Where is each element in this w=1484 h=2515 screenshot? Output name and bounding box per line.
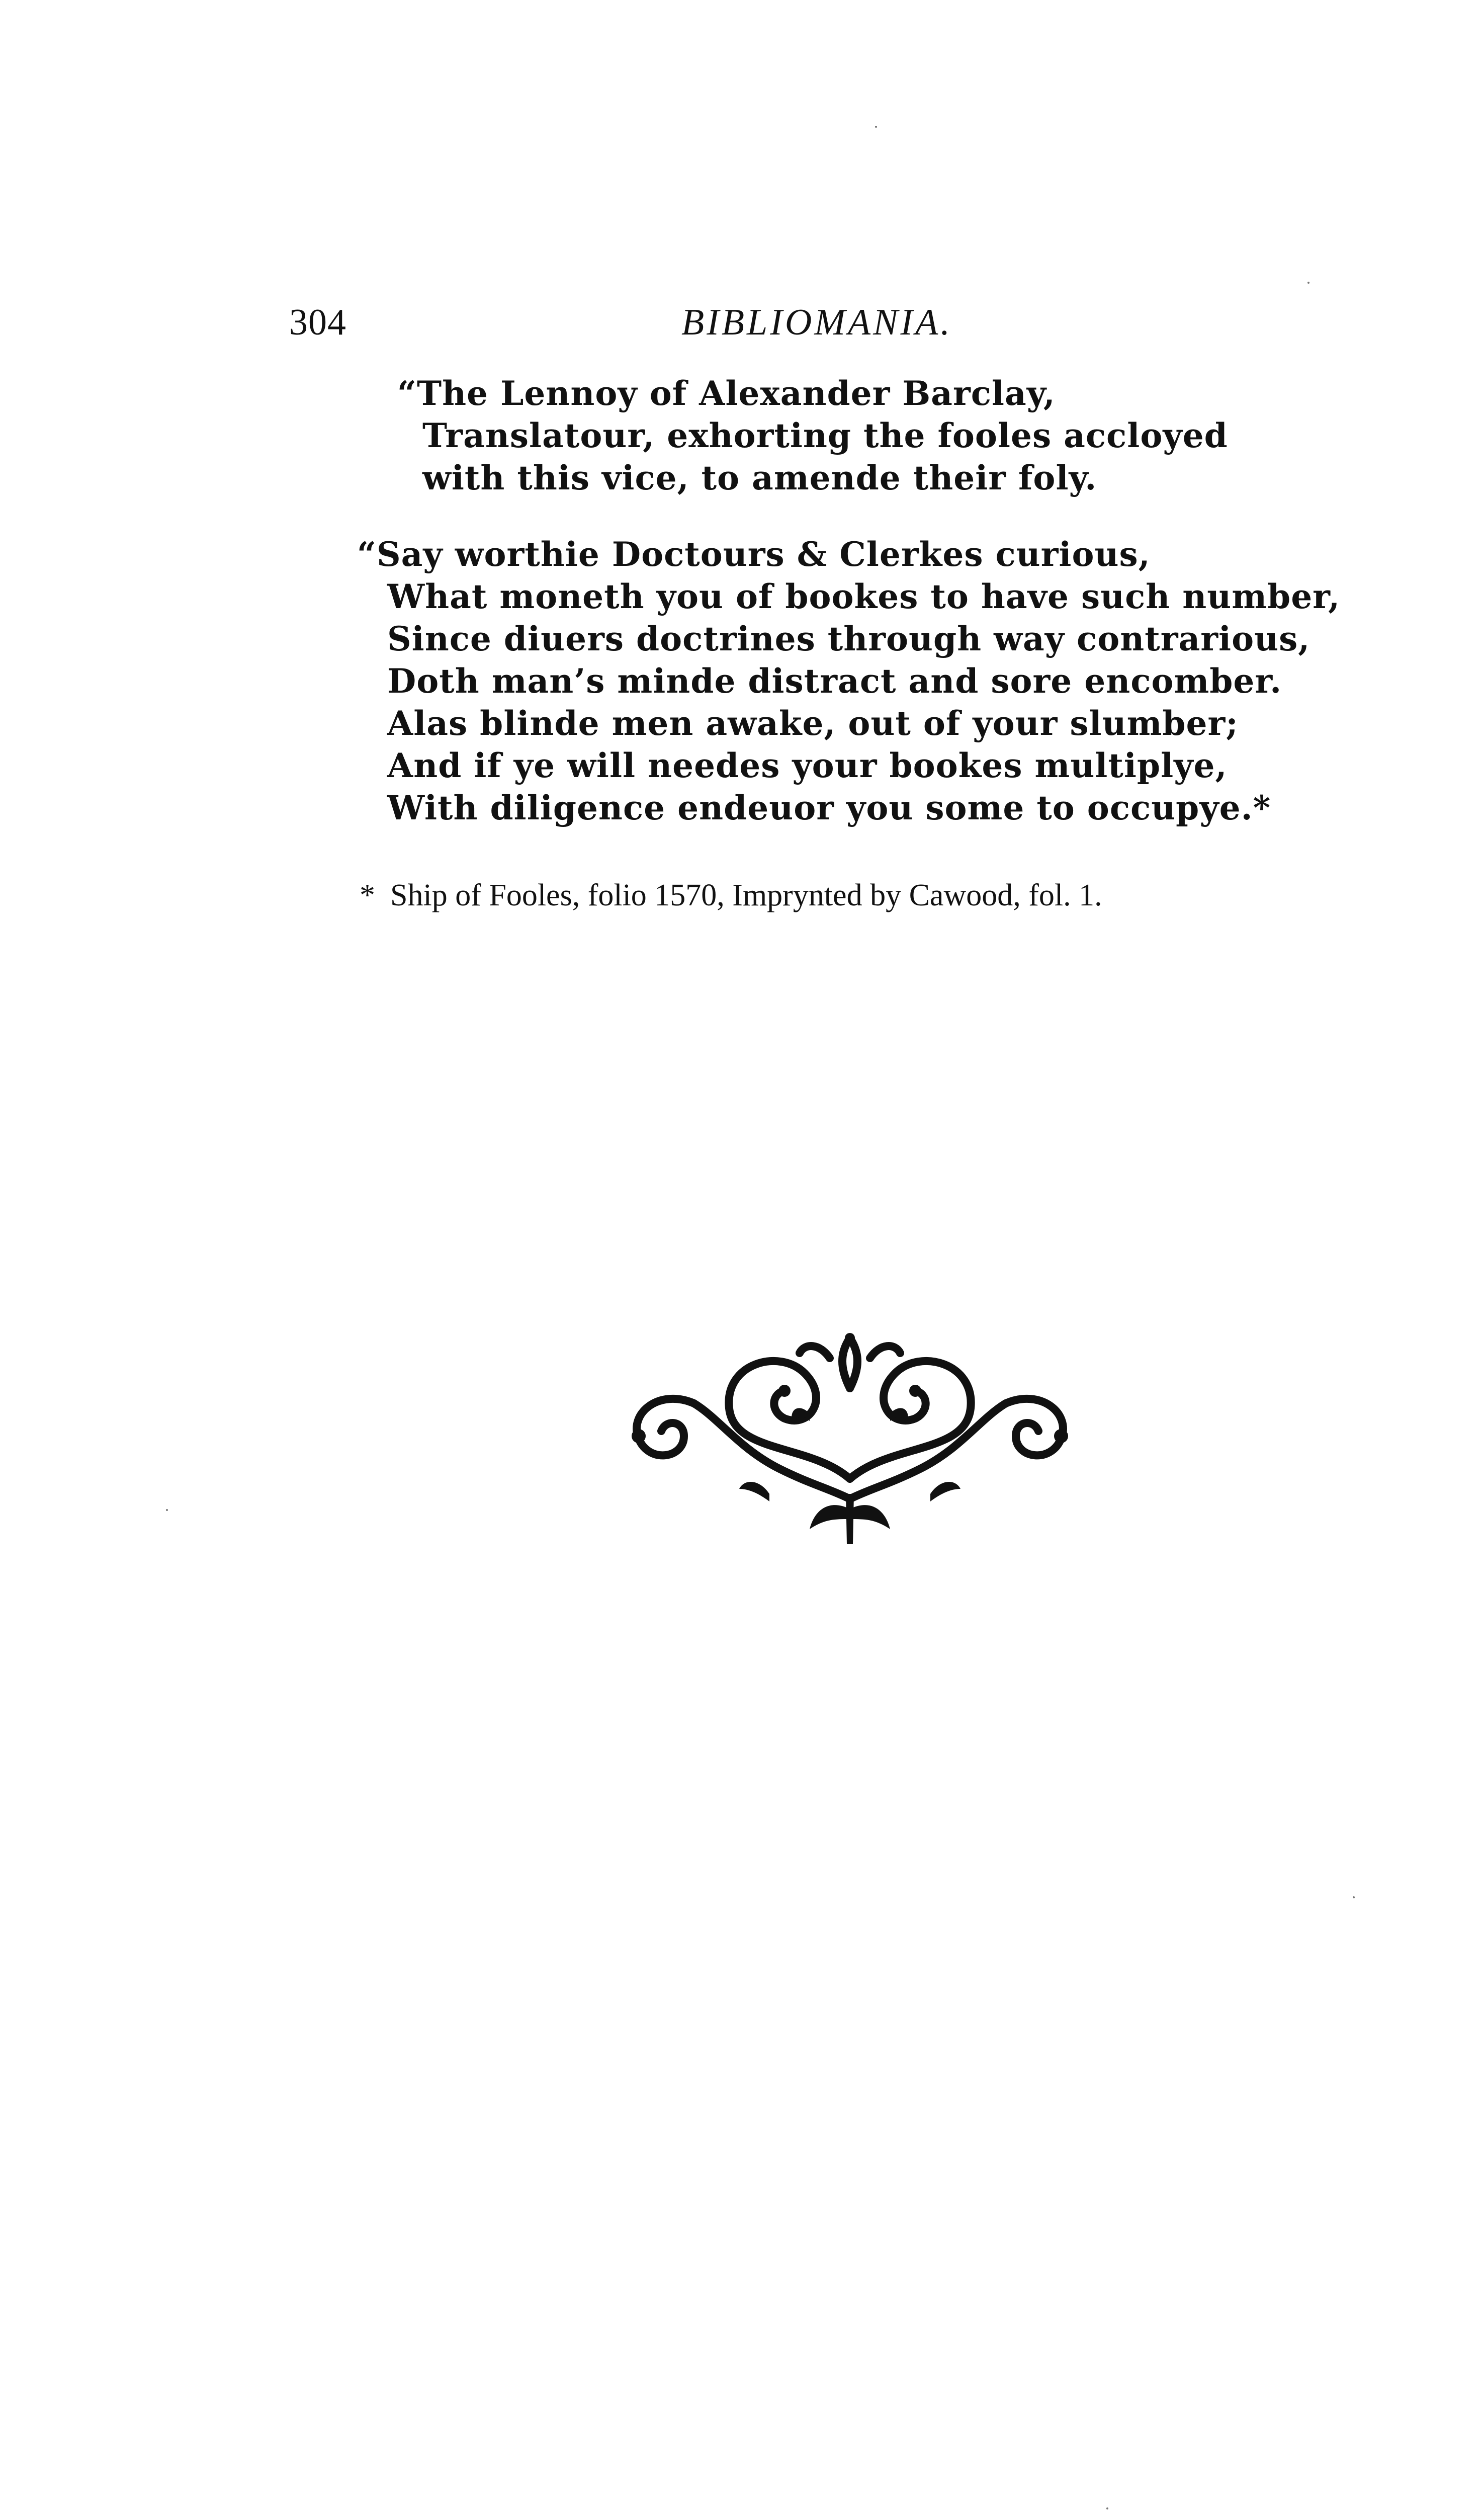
poem-heading	[397, 372, 1228, 499]
poem-line: “Say worthie Doctours & Clerkes curious,	[357, 535, 1151, 574]
page-number: 304	[289, 302, 346, 343]
paper-speck	[1307, 282, 1310, 284]
footnote-text: Ship of Fooles, folio 1570, Imprynted by Cawood, fol. 1.	[390, 878, 1102, 912]
poem-line: And if ye will needes your bookes multiplye,	[387, 746, 1228, 785]
poem-line: What moneth you of bookes to have such number,	[387, 577, 1341, 616]
poem-heading-line: with this vice, to amende their foly.	[422, 458, 1097, 497]
poem-line: With diligence endeuor you some to occupye.*	[387, 788, 1271, 827]
poem-heading-line: “The Lennoy of Alexander Barclay,	[397, 374, 1056, 413]
poem-line: Doth man’s minde distract and sore encomber.	[387, 661, 1282, 701]
footnote	[360, 873, 1102, 918]
paper-speck	[875, 126, 877, 128]
poem-stanza	[357, 533, 1341, 829]
running-head	[289, 295, 1345, 350]
poem-heading-line: Translatour, exhorting the fooles accloyed	[422, 416, 1228, 455]
paper-speck	[1353, 1896, 1355, 1898]
poem-line: Since diuers doctrines through way contrarious,	[387, 619, 1311, 658]
running-title: BIBLIOMANIA.	[681, 302, 952, 343]
paper-speck	[1106, 2507, 1108, 2509]
paper-speck	[166, 1509, 168, 1511]
floral-scroll-ornament-icon	[619, 1328, 1081, 1549]
poem-line: Alas blinde men awake, out of your slumber;	[387, 704, 1239, 743]
footnote-mark: *	[360, 878, 375, 912]
